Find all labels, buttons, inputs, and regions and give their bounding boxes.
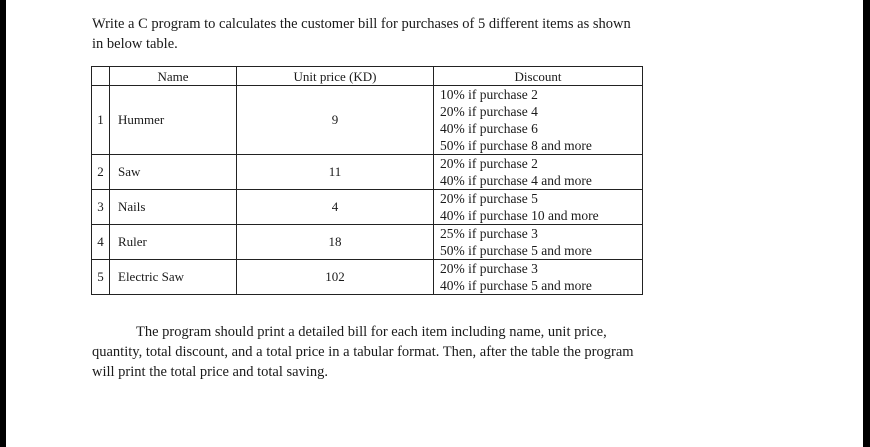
outro-line-2: quantity, total discount, and a total price in a tabular format. Then, after the table the program [92, 344, 634, 360]
item-price: 102 [237, 260, 434, 295]
discount-line: 20% if purchase 5 [440, 191, 538, 206]
header-discount: Discount [434, 67, 643, 86]
item-name: Nails [110, 190, 237, 225]
row-number: 1 [92, 86, 110, 155]
item-discounts [434, 260, 643, 295]
item-name: Hummer [110, 86, 237, 155]
outro-line-3: will print the total price and total saving. [92, 364, 328, 380]
discount-line: 40% if purchase 5 and more [440, 278, 592, 293]
table-row [92, 260, 643, 295]
discount-line: 10% if purchase 2 [440, 87, 538, 102]
header-name: Name [110, 67, 237, 86]
discount-line: 40% if purchase 10 and more [440, 208, 599, 223]
item-price: 4 [237, 190, 434, 225]
intro-line-2: in below table. [92, 36, 178, 52]
discount-line: 40% if purchase 6 [440, 121, 538, 136]
outro-line-1 [92, 322, 652, 342]
items-table [91, 66, 643, 295]
table-header-row [92, 67, 643, 86]
item-price: 11 [237, 155, 434, 190]
table-row [92, 155, 643, 190]
table-row [92, 86, 643, 155]
left-border [0, 0, 6, 447]
table-row [92, 190, 643, 225]
discount-line: 20% if purchase 2 [440, 156, 538, 171]
item-discounts [434, 86, 643, 155]
discount-line: 20% if purchase 3 [440, 261, 538, 276]
item-name: Ruler [110, 225, 237, 260]
item-discounts [434, 190, 643, 225]
item-price: 18 [237, 225, 434, 260]
intro-line-1: Write a C program to calculates the customer bill for purchases of 5 different items as shown [92, 16, 631, 32]
outro-line-1-text: The program should print a detailed bill for each item including name, unit price, [136, 324, 607, 340]
item-discounts [434, 225, 643, 260]
table-row [92, 225, 643, 260]
discount-line: 50% if purchase 8 and more [440, 138, 592, 153]
item-name: Saw [110, 155, 237, 190]
item-discounts [434, 155, 643, 190]
intro-paragraph [92, 14, 672, 54]
discount-line: 40% if purchase 4 and more [440, 173, 592, 188]
item-name: Electric Saw [110, 260, 237, 295]
right-border [863, 0, 870, 447]
row-number: 3 [92, 190, 110, 225]
item-price: 9 [237, 86, 434, 155]
row-number: 5 [92, 260, 110, 295]
header-unit-price: Unit price (KD) [237, 67, 434, 86]
row-number: 4 [92, 225, 110, 260]
header-number-cell [92, 67, 110, 86]
discount-line: 25% if purchase 3 [440, 226, 538, 241]
outro-paragraph [92, 322, 652, 382]
discount-line: 50% if purchase 5 and more [440, 243, 592, 258]
discount-line: 20% if purchase 4 [440, 104, 538, 119]
row-number: 2 [92, 155, 110, 190]
